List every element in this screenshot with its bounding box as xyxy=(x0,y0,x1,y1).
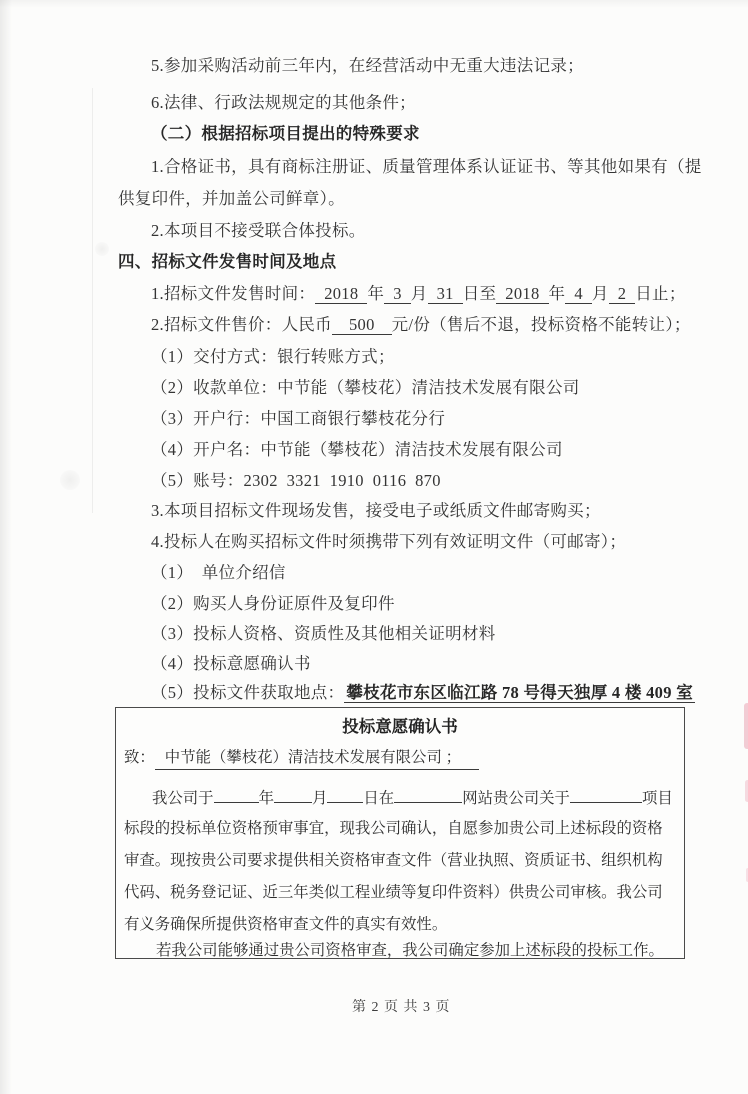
end-char: 日止； xyxy=(635,284,686,303)
line-sale-time xyxy=(151,283,686,304)
box-to-line xyxy=(124,748,479,770)
stamp-mark-fragment-1 xyxy=(744,703,748,749)
p1-text: 日在 xyxy=(363,790,395,807)
sale-price-suffix: 元/份（售后不退，投标资格不能转让）； xyxy=(391,315,691,334)
heading-special-requirements: （二）根据招标项目提出的特殊要求 xyxy=(151,124,420,143)
year-char: 年 xyxy=(367,284,385,303)
sale-end-month: 4 xyxy=(565,284,592,304)
box-paragraph-5: 有义务确保所提供资格审查文件的真实有效性。 xyxy=(124,916,448,933)
blank-day-field xyxy=(327,787,363,803)
clause-certificates-line1: 1.合格证书，具有商标注册证、质量管理体系认证证书、等其他如果有（提 xyxy=(151,157,702,176)
box-paragraph-3: 审查。现按贵公司要求提供相关资格审查文件（营业执照、资质证书、组织机构 xyxy=(124,852,663,869)
sale-price-label: 2.招标文件售价：人民币 xyxy=(151,315,332,334)
month-char: 月 xyxy=(591,284,609,303)
blank-website-field xyxy=(394,787,462,803)
line-onsite-sale: 3.本项目招标文件现场发售，接受电子或纸质文件邮寄购买； xyxy=(151,501,601,520)
page-footer: 第 2 页 共 3 页 xyxy=(352,1000,451,1015)
sale-start-month: 3 xyxy=(384,284,411,304)
p1-text: 年 xyxy=(258,790,274,807)
scan-smudge xyxy=(60,470,80,490)
item-id-original-copy: （2）购买人身份证原件及复印件 xyxy=(151,594,395,613)
pickup-location-label: （5）投标文件获取地点： xyxy=(151,683,345,702)
sale-start-year: 2018 xyxy=(315,284,367,304)
sale-end-day: 2 xyxy=(609,284,636,304)
clause-certificates-line2: 供复印件，并加盖公司鲜章）。 xyxy=(118,189,345,208)
box-paragraph-4: 代码、税务登记证、近三年类似工程业绩等复印件资料）供贵公司审核。我公司 xyxy=(124,884,663,901)
item-intro-letter: （1） 单位介绍信 xyxy=(151,563,286,582)
line-account-number: （5）账号：2302 3321 1910 0116 870 xyxy=(151,471,441,490)
box-paragraph-2: 标段的投标单位资格预审事宜，现我公司确认，自愿参加贵公司上述标段的资格 xyxy=(124,820,663,837)
pickup-location-address: 攀枝花市东区临江路 78 号得天独厚 4 楼 409 室 xyxy=(346,683,694,702)
line-sale-price xyxy=(151,314,691,335)
p1-text: 项目 xyxy=(641,790,673,807)
p1-text: 我公司于 xyxy=(152,790,214,807)
p1-text: 月 xyxy=(311,790,328,807)
clause-no-consortium: 2.本项目不接受联合体投标。 xyxy=(151,221,366,240)
to-char: 日至 xyxy=(462,284,497,303)
item-qualification-materials: （3）投标人资格、资质性及其他相关证明材料 xyxy=(151,624,496,643)
item-confirmation-letter: （4）投标意愿确认书 xyxy=(151,654,311,673)
box-title: 投标意愿确认书 xyxy=(342,717,458,736)
line-bank: （3）开户行：中国工商银行攀枝花分行 xyxy=(151,409,446,428)
clause-no-major-violations: 5.参加采购活动前三年内，在经营活动中无重大违法记录； xyxy=(151,56,584,75)
p1-text: 网站贵公司关于 xyxy=(462,790,570,807)
sale-price-value: 500 xyxy=(332,315,392,335)
blank-year-field xyxy=(214,787,259,803)
tender-confirmation-box xyxy=(115,707,685,959)
heading-section-4-sale-time-place: 四、招标文件发售时间及地点 xyxy=(118,252,337,271)
line-payment-method: （1）交付方式：银行转账方式； xyxy=(151,347,395,366)
month-char: 月 xyxy=(410,284,428,303)
line-required-docs: 4.投标人在购买招标文件时须携带下列有效证明文件（可邮寄）； xyxy=(151,532,627,551)
blank-project-field xyxy=(570,787,642,803)
sale-time-label: 1.招标文件发售时间： xyxy=(151,284,316,303)
sale-start-day: 31 xyxy=(428,284,463,304)
scan-crease xyxy=(92,88,93,513)
clause-other-legal-conditions: 6.法律、行政法规规定的其他条件； xyxy=(151,93,416,112)
item-pickup-location xyxy=(151,682,695,703)
year-char: 年 xyxy=(548,284,566,303)
box-paragraph-1 xyxy=(152,787,673,809)
line-payee-unit: （2）收款单位：中节能（攀枝花）清洁技术发展有限公司 xyxy=(151,378,580,397)
line-account-name: （4）开户名：中节能（攀枝花）清洁技术发展有限公司 xyxy=(151,440,563,459)
to-company-name: 中节能（攀枝花）清洁技术发展有限公司 ； xyxy=(155,748,479,770)
to-label: 致： xyxy=(124,749,155,766)
scan-smudge xyxy=(95,242,109,256)
blank-month-field xyxy=(274,787,312,803)
sale-end-year: 2018 xyxy=(496,284,548,304)
box-paragraph-6: 若我公司能够通过贵公司资格审查，我公司确定参加上述标段的投标工作。 xyxy=(156,942,664,959)
